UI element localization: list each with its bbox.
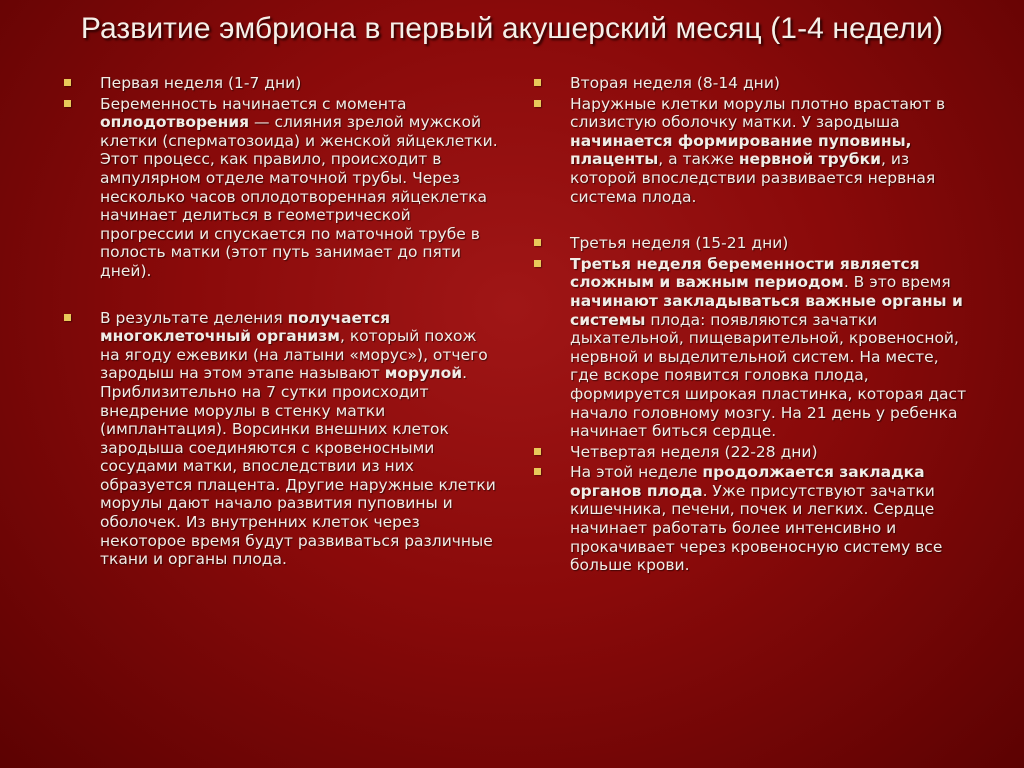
- bullet-text: [570, 74, 970, 93]
- square-bullet-icon: [534, 448, 541, 455]
- bullet-text: [570, 443, 970, 462]
- slide-title: Развитие эмбриона в первый акушерский месяц (1-4 недели): [80, 12, 944, 45]
- bullet-text: [570, 255, 970, 441]
- text-segment: На этой неделе: [570, 463, 703, 482]
- square-bullet-icon: [534, 239, 541, 246]
- square-bullet-icon: [64, 314, 71, 321]
- bold-text-segment: получается многоклеточный организм: [100, 308, 391, 346]
- text-segment: , а также: [658, 150, 739, 169]
- bullet-text: [100, 309, 500, 569]
- bold-text-segment: начинают закладываться важные органы и системы: [570, 291, 963, 329]
- bold-text-segment: нервной трубки: [738, 150, 881, 169]
- text-segment: Наружные клетки морулы плотно врастают в слизистую оболочку матки. У зародыша: [570, 94, 946, 132]
- text-segment: , из которой впоследствии развивается нервная система плода.: [570, 150, 936, 206]
- square-bullet-icon: [534, 100, 541, 107]
- bullet-text: [100, 95, 500, 281]
- bullet-item: [60, 74, 500, 93]
- bullet-item: [60, 95, 500, 281]
- bullet-text: [570, 95, 970, 207]
- bullet-item: [530, 255, 970, 441]
- square-bullet-icon: [64, 79, 71, 86]
- bullet-text: [100, 74, 500, 93]
- right-column: [530, 74, 970, 577]
- text-segment: Беременность начинается с момента: [100, 94, 407, 113]
- bold-text-segment: морулой: [384, 364, 463, 383]
- square-bullet-icon: [534, 260, 541, 267]
- bullet-item: [530, 234, 970, 253]
- bullet-item: [530, 74, 970, 93]
- bold-text-segment: Третья неделя беременности является сложным и важным периодом: [570, 254, 920, 292]
- bullet-text: [570, 463, 970, 575]
- text-segment: . Уже присутствуют зачатки кишечника, печени, почек и легких. Сердце начинает работать более интенсивно и прокачивает через кровеносную систему все больше крови.: [570, 481, 943, 575]
- text-segment: В результате деления: [100, 308, 288, 327]
- text-segment: Вторая неделя (8-14 дни): [570, 74, 780, 92]
- bullet-text: [570, 234, 970, 253]
- bullet-item: [530, 443, 970, 462]
- text-segment: . В это время: [843, 273, 951, 292]
- square-bullet-icon: [534, 79, 541, 86]
- bullet-item: [530, 95, 970, 207]
- text-segment: Первая неделя (1-7 дни): [100, 74, 302, 92]
- text-segment: , который похож на ягоду ежевики (на латыни «морус»), отчего зародыш на этом этапе называют: [100, 327, 488, 383]
- text-segment: . Приблизительно на 7 сутки происходит внедрение морулы в стенку матки (имплантация). Ворсинки внешних клеток зародыша соединяются с кровеносными сосудами матки, впоследствии из них образуется плацента. Другие наружные клетки морулы дают начало развития пуповины и оболочек. Из внутренних клеток через некоторое время будут развиваться различные ткани и органы плода.: [100, 364, 496, 569]
- bold-text-segment: оплодотворения: [100, 113, 250, 132]
- bold-text-segment: продолжается закладка органов плода: [570, 463, 925, 500]
- bold-text-segment: начинается формирование пуповины, плаценты: [570, 131, 912, 169]
- bullet-item: [530, 463, 970, 575]
- text-segment: — слияния зрелой мужской клетки (сперматозоида) и женской яйцеклетки. Этот процесс, как правило, происходит в ампулярном отделе маточной трубы. Через несколько часов оплодотворенная яйцеклетка начинает делиться в геометрической прогрессии и спускается по маточной трубе в полость матки (этот путь занимает до пяти дней).: [100, 113, 498, 280]
- bullet-item: [60, 309, 500, 569]
- square-bullet-icon: [64, 100, 71, 107]
- left-column: [60, 74, 500, 571]
- square-bullet-icon: [534, 468, 541, 475]
- text-segment: плода: появляются зачатки дыхательной, пищеварительной, кровеносной, нервной и выделительной систем. На месте, где вскоре появится головка плода, формируется широкая пластинка, которая даст начало головному мозгу. На 21 день у ребенка начинает биться сердце.: [570, 310, 967, 441]
- text-segment: Четвертая неделя (22-28 дни): [570, 442, 818, 461]
- text-segment: Третья неделя (15-21 дни): [570, 234, 789, 253]
